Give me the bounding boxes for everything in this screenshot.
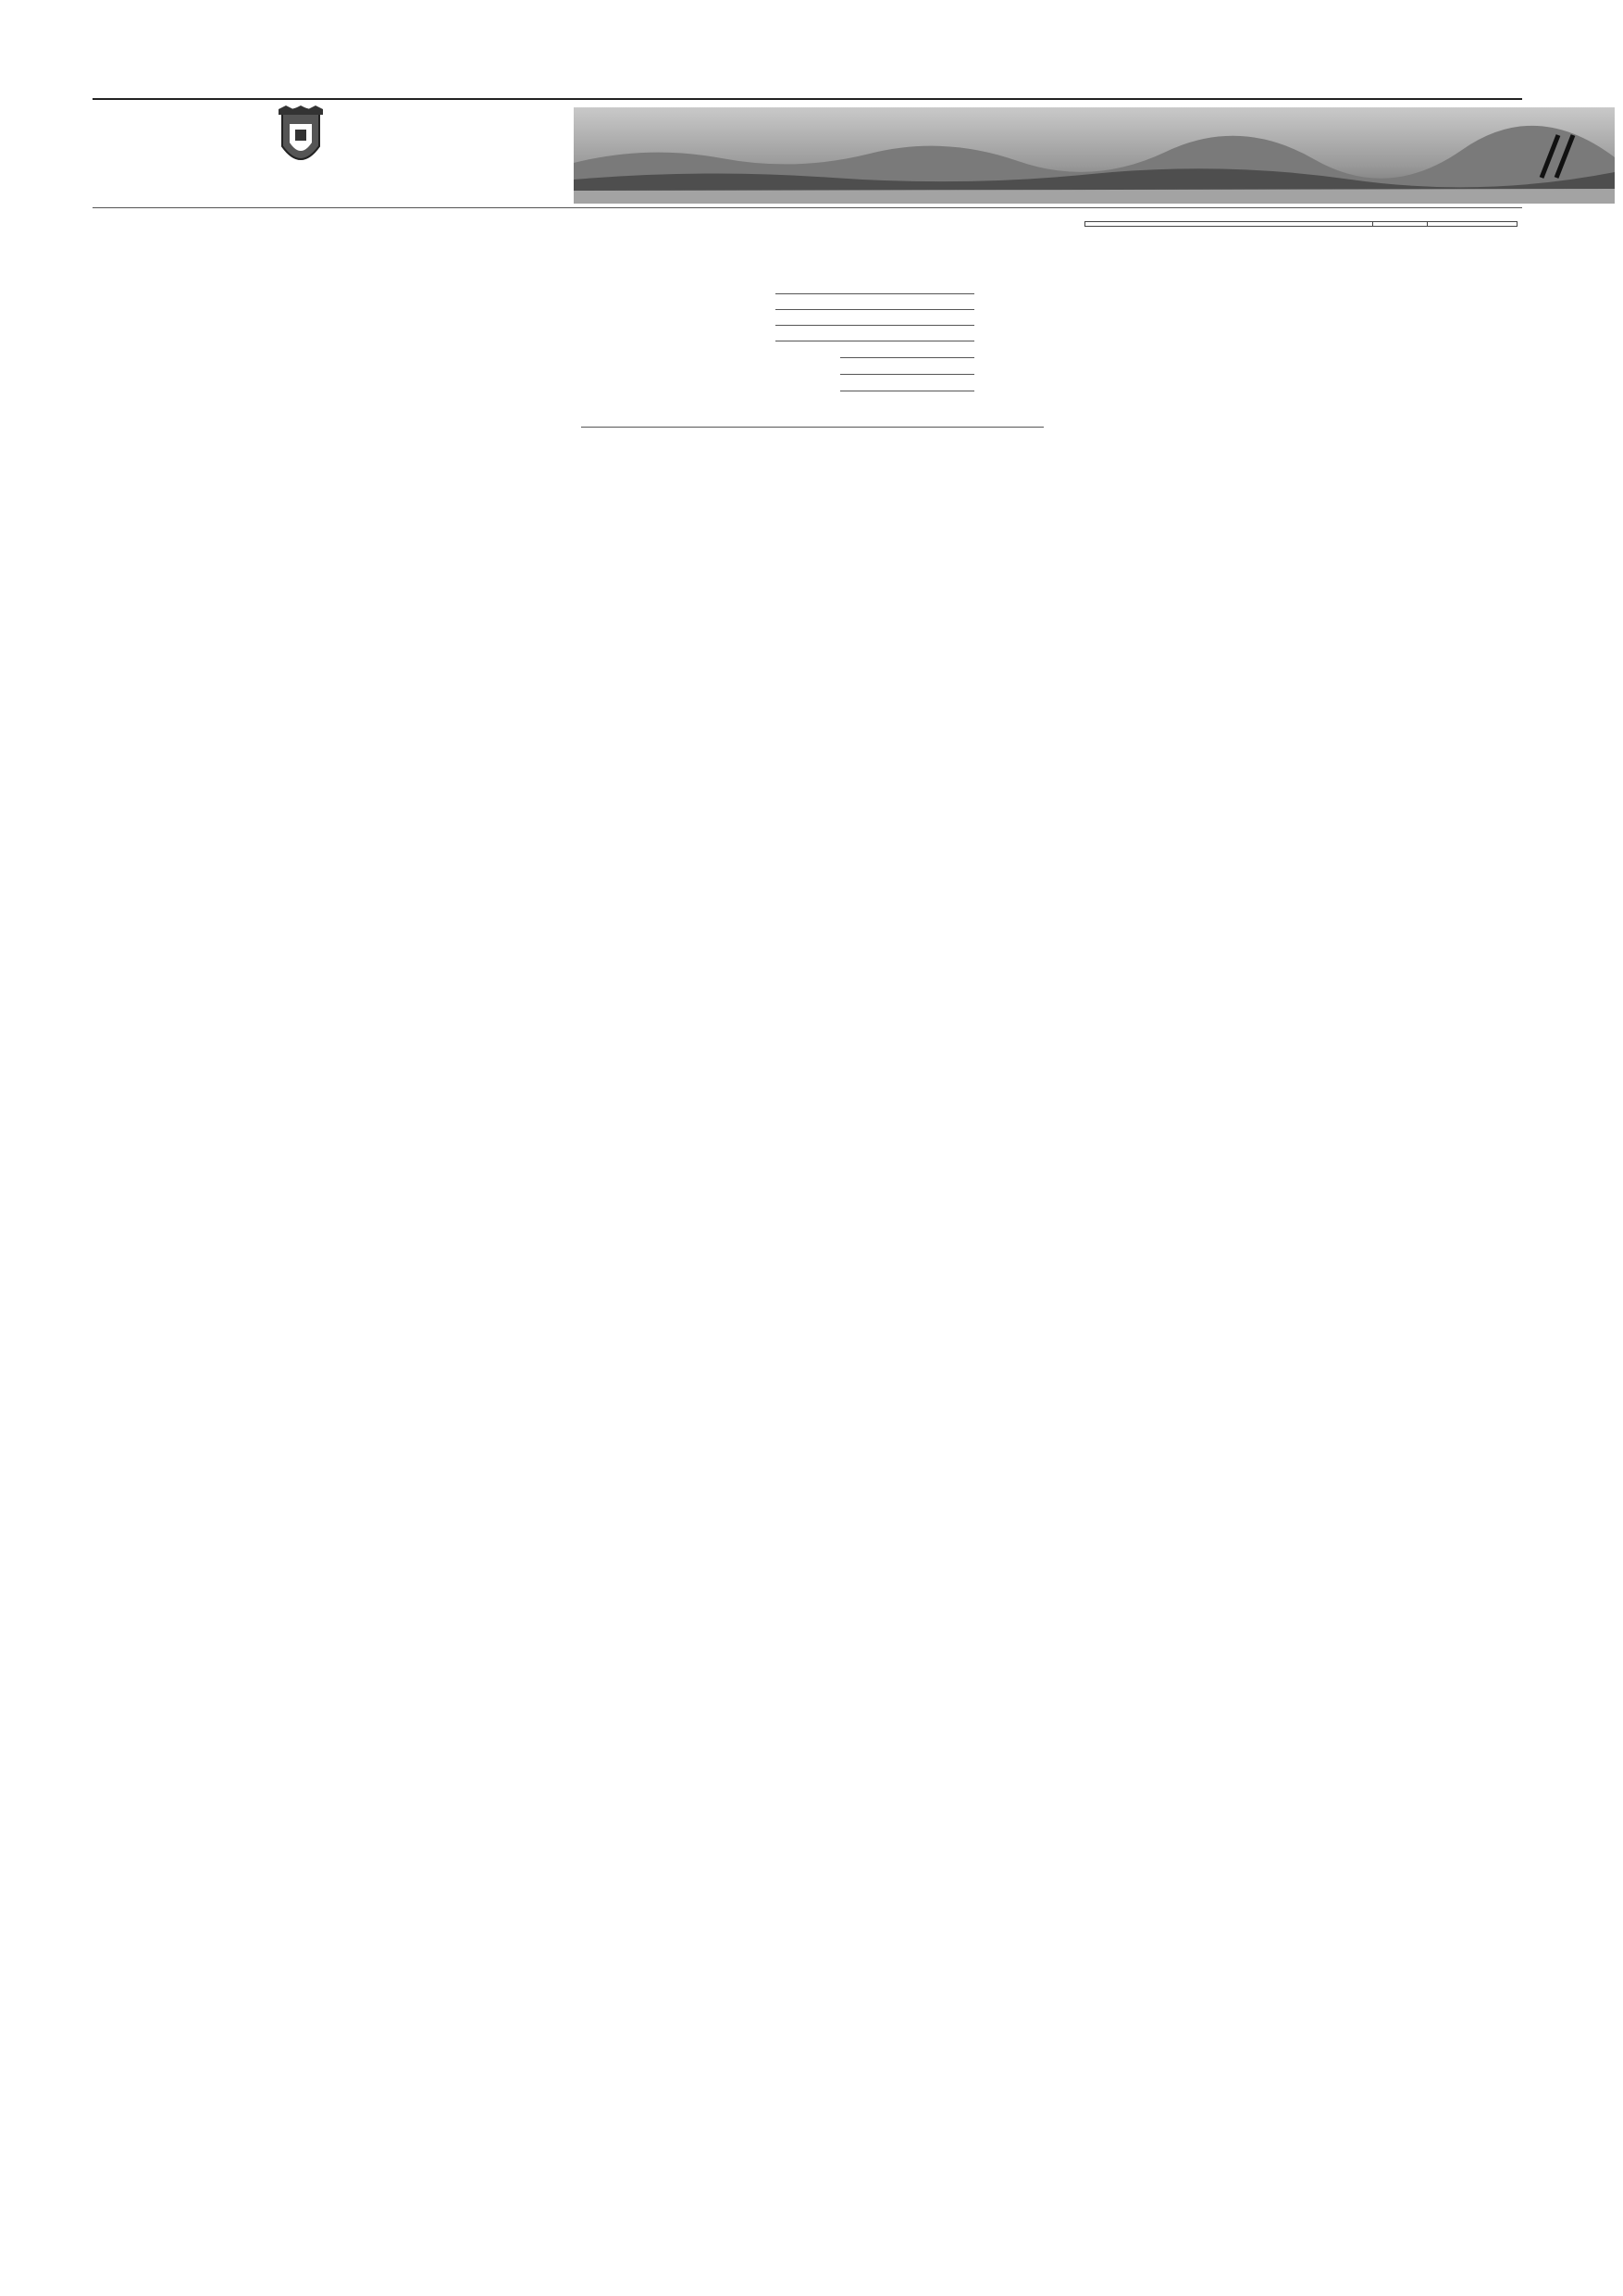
email-label: [775, 359, 840, 376]
applicant-field[interactable]: [775, 280, 974, 294]
header-unit: [1373, 222, 1428, 227]
address-label: [775, 376, 840, 392]
phone-field[interactable]: [840, 344, 974, 358]
header-value: [1428, 222, 1518, 227]
city-coat-of-arms-icon: [245, 105, 375, 189]
email-field[interactable]: [840, 361, 974, 375]
masthead: [93, 93, 1522, 213]
phone-label: [775, 342, 840, 359]
column-1: [116, 220, 565, 282]
applicant-field[interactable]: [775, 312, 974, 326]
top-rule: [93, 98, 1522, 100]
column-3: [1055, 220, 1518, 227]
header-panorama-image: [574, 107, 1615, 204]
address-field[interactable]: [840, 378, 974, 391]
address-row: [775, 376, 974, 392]
indicators-table: [1084, 221, 1518, 227]
header-name: [1085, 222, 1373, 227]
email-row: [775, 359, 974, 376]
applicant-field[interactable]: [775, 328, 974, 341]
applicant-field[interactable]: [775, 296, 974, 310]
phone-row: [775, 342, 974, 359]
double-slash-icon: [1525, 133, 1577, 180]
header-bottom-rule: [93, 207, 1522, 208]
application-form-header: [775, 269, 974, 392]
column-2: [581, 220, 1044, 428]
table-header-row: [1085, 222, 1518, 227]
object-name-field[interactable]: [581, 414, 1044, 428]
